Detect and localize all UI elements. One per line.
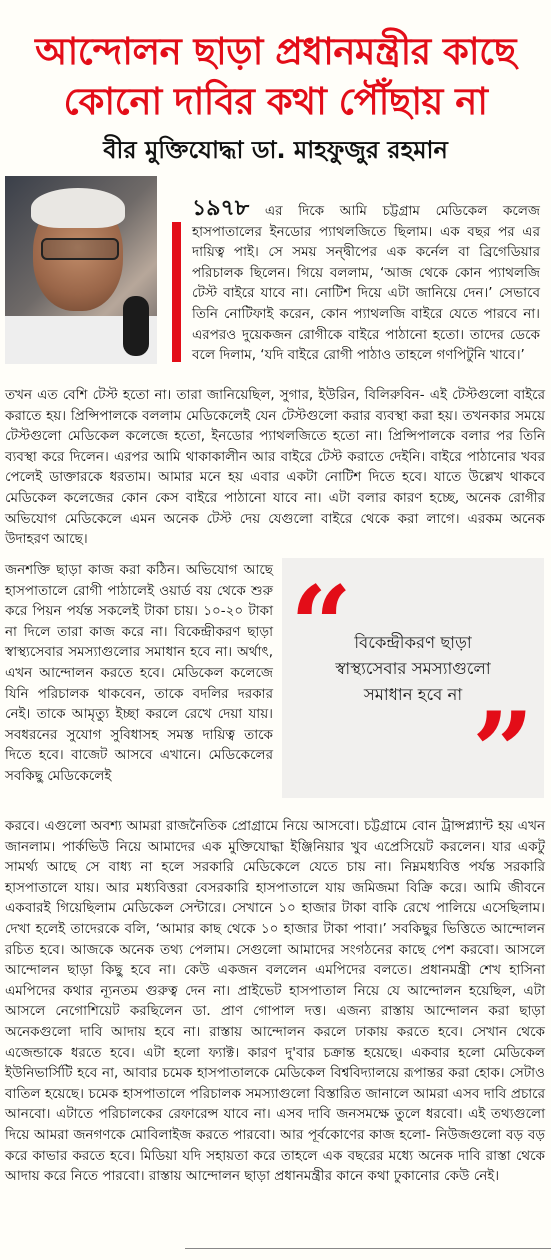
article-paragraph-2: তখন এত বেশি টেস্ট হতো না। তারা জানিয়েছিল, সুগার, ইউরিন, বিলিরুবিন- এই টেস্টগুলো বাইরে করাতে হয়। প্রিন্সিপালকে বললাম মেডিকেলেই যেন টেস্টগুলো করার ব্যবস্থা করা হয়। তখনকার সময়ে টেস্টগুলো মেডিকেল কলেজে হতো, ইনডোর প্যাথলজিতে হতো না। প্রিন্সিপালকে বলার পর তিনি ব্যবস্থা করে দিলেন। এরপর আমি থাকাকালীন আর বাইরে টেস্ট করাতে দেইনি। বাইরে পাঠানোর খবর পেলেই ডাক্তারকে ধরতাম। আমার মনে হয় এবার একটা নোটিশ দিতে হবে। যাতে উল্লেখ থাকবে মেডিকেল কলেজের কোন কেস বাইরে পাঠানো যাবে না। এটা বলার কারণ হচ্ছে, অনেক রোগীর অভিযোগ মেডিকেলে এমন অনেক টেস্ট দেয় যেগুলো বাইরে থেকে করা লাগে। এরকম অনেক উদাহরণ আছে।	[5, 387, 545, 548]
article-paragraph-4: করবে। এগুলো অবশ্য আমরা রাজনৈতিক প্রোগ্রামে নিয়ে আসবো। চট্টগ্রামে বোন ট্রান্সপ্ল্যান্ট হয় এখন জানলাম। পার্কভিউ নিয়ে আমাদের এক মুক্তিযোদ্ধা ইঞ্জিনিয়ার খুব এপ্রেসিয়েট করলেন। যার একটু সামর্থ্য আছে সে বাধ্য না হলে সরকারি মেডিকেলে যেতে চায় না। নিম্নমধ্যবিত্ত পর্যন্ত সরকারি হাসপাতালে যায়। আর মধ্যবিত্তরা বেসরকারি হাসপাতালে যায় জমিজমা বিক্রি করে। আমি জীবনে একবারই গিয়েছিলাম মেডিকেল সেন্টারে। সেখানে ১০ হাজার টাকা বাকি রেখে পালিয়ে এসেছিলাম। দেখা হলেই তাদেরকে বলি, ‘আমার কাছ থেকে ১০ হাজার টাকা পাবা।’ সবকিছুর ভিত্তিতে আন্দোলন রচিত হবে। আজকে অনেক তথ্য পেলাম। সেগুলো আমাদের সংগঠনের কাছে পেশ করবো। আসলে আন্দোলন ছাড়া কিছু হবে না। কেউ একজন বললেন এমপিদের বলতে। প্রধানমন্ত্রী শেখ হাসিনা এমপিদের কথার ন্যূনতম গুরুত্ব দেন না। প্রাইভেট হাসপাতাল নিয়ে যে আন্দোলন হয়েছিল, এটা আসলে নেগোশিয়েট করছিলেন ডা. প্রাণ গোপাল দত্ত। এজন্য রাস্তায় আন্দোলন করা ছাড়া অনেকগুলো দাবি আদায় হবে না। রাস্তায় আন্দোলন করলে ঢাকায় করতে হবে। সেখান থেকে এজেন্ডাকে ধরতে হবে। এটা হলো ফ্যাক্ট। কারণ দু'বার চক্রান্ত হয়েছে। একবার হলো মেডিকেল ইউনিভার্সিটি হবে না, আবার চমেক হাসপাতালকে মেডিকেল বিশ্ববিদ্যালয়ে রূপান্তর করা হোক। সেটাও বাতিল হয়েছে। চমেক হাসপাতালে পরিচালক সমস্যাগুলো বিস্তারিত জানালে আমরা এসব দাবি প্রচারে আনবো। এটাতে পরিচালকের রেফারেন্স যাবে না। এসব দাবি জনসমক্ষে তুলে ধরবো। এই তথ্যগুলো দিয়ে আমরা জনগণকে মোবিলাইজ করতে পারবো। আর পূর্বকোণের কাজ হলো- নিউজগুলো বড় বড় করে কাভার করতে হবে। মিডিয়া যদি সহায়তা করে তাহলে এক বছরের মধ্যে অনেক দাবি রাস্তা থেকে আদায় করে নিতে পারবো। রাস্তায় আন্দোলন ছাড়া প্রধানমন্ত্রীর কানে কথা ঢুকানোর কেউ নেই।	[5, 818, 545, 1185]
bottom-divider	[185, 1248, 551, 1249]
pull-quote-line-2: স্বাস্থ্যসেবার সমস্যাগুলো	[335, 659, 491, 678]
pull-quote-line-3: সমাধান হবে না	[363, 685, 463, 704]
photo-hair	[31, 188, 125, 228]
pull-quote-line-1: বিকেন্দ্রীকরণ ছাড়া	[354, 633, 472, 652]
byline-author: বীর মুক্তিযোদ্ধা ডা. মাহফুজুর রহমান	[103, 136, 448, 164]
headline-line-1: আন্দোলন ছাড়া প্রধানমন্ত্রীর কাছে	[35, 30, 516, 73]
author-photo	[5, 176, 157, 364]
article-paragraph-1	[192, 196, 540, 366]
article-paragraph-3: জনশক্তি ছাড়া কাজ করা কঠিন। অভিযোগ আছে হাসপাতালে রোগী পাঠালেই ওয়ার্ড বয় থেকে শুরু করে পিয়ন পর্যন্ত সকলেই টাকা চায়। ১০-২০ টাকা না দিলে তারা কাজ করে না। বিকেন্দ্রীকরণ ছাড়া স্বাস্থ্যসেবার সমস্যাগুলোর সমাধান হবে না। অর্থাৎ, এখন আন্দোলন করতে হবে। মেডিকেল কলেজে যিনি পরিচালক থাকবেন, তাকে বদলির দরকার নেই। তাকে আমৃত্যু ইচ্ছা করলে রেখে দেয়া যায়। সবধরনের সুযোগ সুবিধাসহ সমস্ত দায়িত্ব তাকে দিতে হবে। বাজেট আসবে এখানে। মেডিকেলের সবকিছু মেডিকেলেই	[5, 562, 273, 784]
accent-bar	[172, 222, 181, 362]
photo-glasses	[41, 238, 119, 260]
pull-quote-box	[282, 558, 544, 815]
microphone-icon	[123, 296, 149, 356]
dropcap-year: ১৯৭৮	[192, 196, 250, 221]
close-quote-icon: ”	[471, 689, 534, 815]
paragraph-1-text: এর দিকে আমি চট্টগ্রাম মেডিকেল কলেজ হাসপাতালের ইনডোর প্যাথলজিতে ছিলাম। এক বছর পর এর দায়িত্ব পাই। সে সময় সন্দ্বীপের এক কর্নেল বা ব্রিগেডিয়ার পরিচালক ছিলেন। গিয়ে বললাম, ‘আজ থেকে কোন প্যাথলজি টেস্ট বাইরে যাবে না। নোটিশ দিয়ে এটা জানিয়ে দেন।’ সেভাবে তিনি নোটিফাই করেন, কোন প্যাথলজি বাইরে যেতে পারবে না। এরপরও দুয়েকজন রোগীকে বাইরে পাঠানো হতো। তাদের ডেকে বলে দিলাম, ‘যদি বাইরে রোগী পাঠাও তাহলে গণপিটুনি খাবে।’	[192, 203, 540, 364]
open-quote-icon: “	[290, 563, 353, 689]
headline-line-2: কোনো দাবির কথা পৌঁছায় না	[63, 80, 488, 123]
